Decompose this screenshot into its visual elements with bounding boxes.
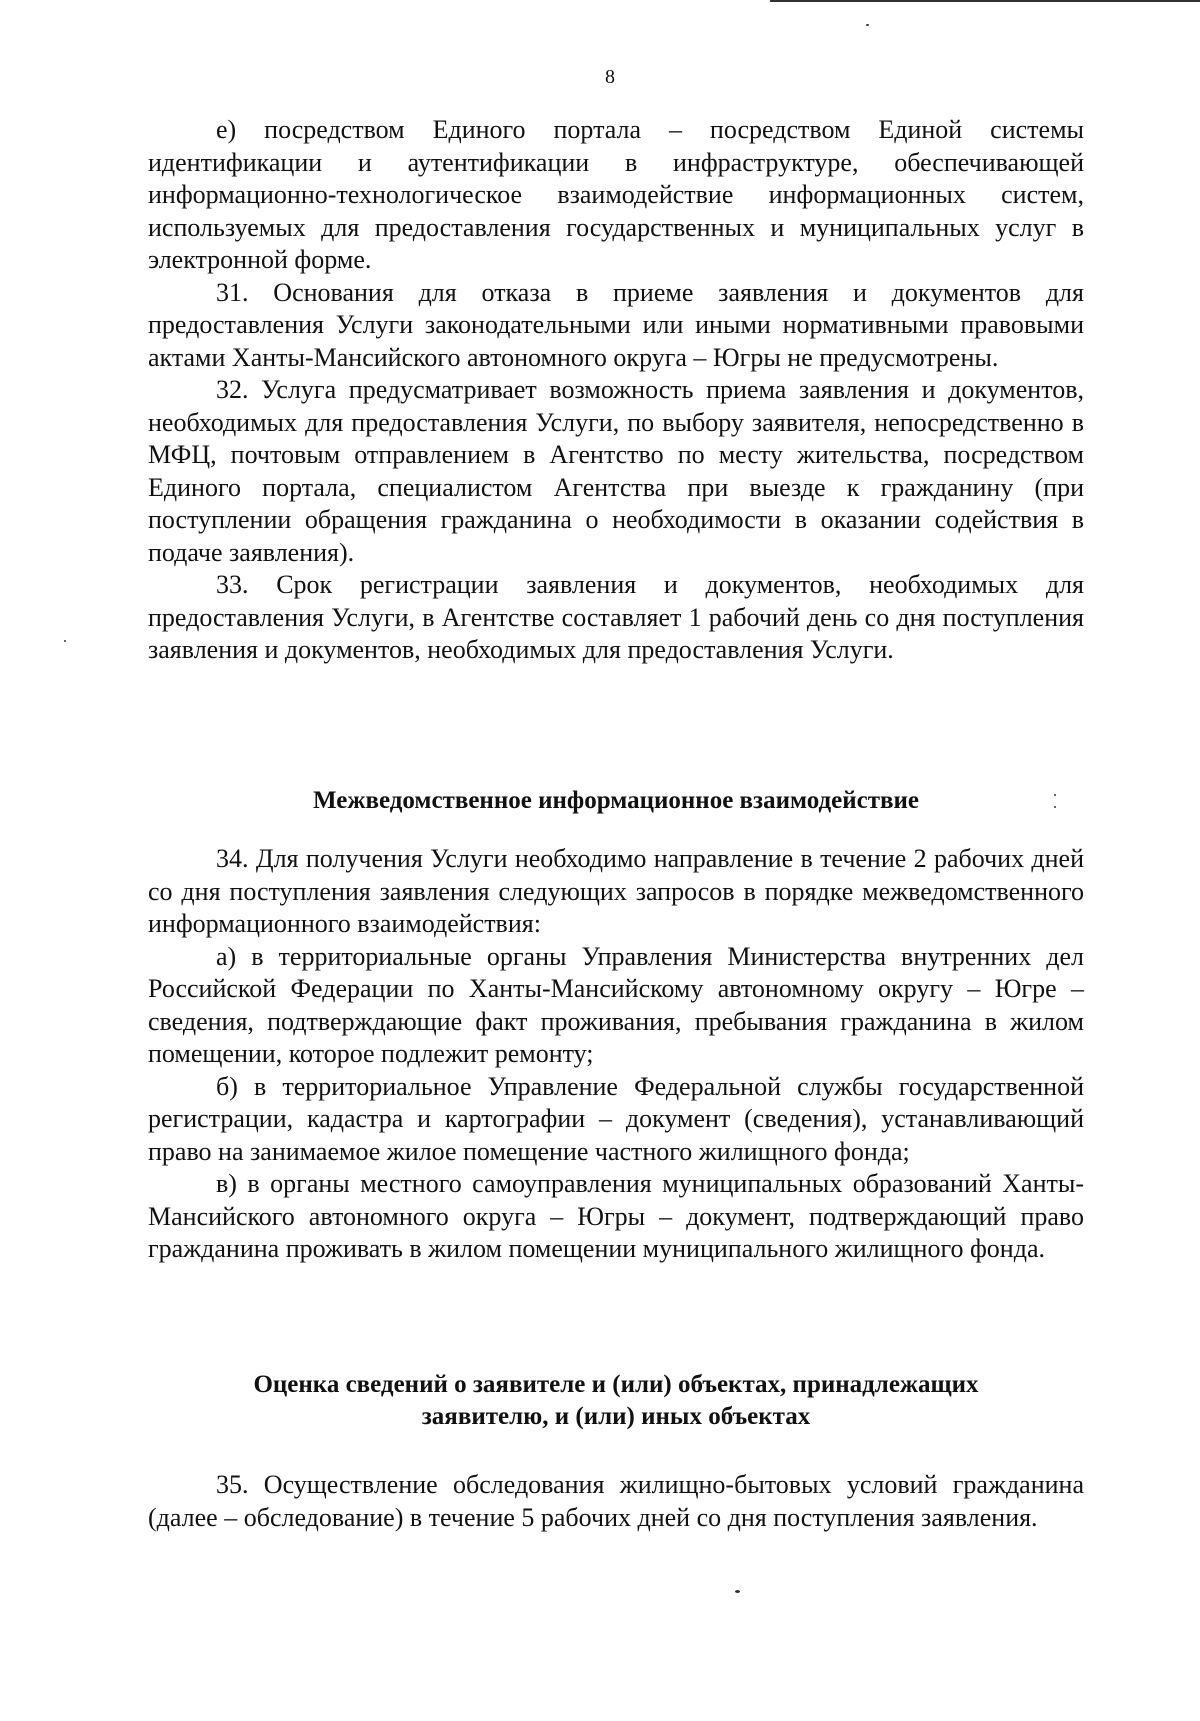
section-heading-assessment-line1: Оценка сведений о заявителе и (или) объектах, принадлежащих	[253, 1371, 979, 1398]
paragraph-32: 32. Услуга предусматривает возможность приема заявления и документов, необходимых для предоставления Услуги, по выбору заявителя, непосредственно в МФЦ, почтовым отправлением в Агентство по месту жительства, посредством Единого портала, специалистом Агентства при выезде к гражданину (при поступлении обращения гражданина о необходимости в оказании содействия в подаче заявления).	[148, 375, 1084, 567]
paragraph-34: 34. Для получения Услуги необходимо направление в течение 2 рабочих дней со дня поступления заявления следующих запросов в порядке межведомственного информационного взаимодействия:	[148, 844, 1084, 938]
section-interagency-paragraphs	[148, 843, 1084, 1266]
section-heading-interagency: Межведомственное информационное взаимодействие	[313, 787, 919, 814]
page-number: 8	[605, 66, 615, 88]
scan-speck	[64, 640, 66, 642]
paragraph-31: 31. Основания для отказа в приеме заявления и документов для предоставления Услуги законодательными или иными нормативными правовыми актами Ханты-Мансийского автономного округа – Югры не предусмотрены.	[148, 277, 1084, 372]
section-heading-assessment-line2: заявителю, и (или) иных объектах	[421, 1403, 811, 1430]
scan-speck	[1054, 794, 1056, 796]
section-heading-assessment	[148, 1369, 1084, 1433]
top-edge-rule	[770, 0, 1200, 2]
paragraph-33: 33. Срок регистрации заявления и документов, необходимых для предоставления Услуги, в Агентстве составляет 1 рабочий день со дня поступления заявления и документов, необходимых для предоставления Услуги.	[148, 570, 1084, 664]
section-assessment-paragraphs	[148, 1469, 1084, 1534]
scan-speck	[866, 24, 869, 26]
scan-speck	[1054, 806, 1056, 808]
scan-speck	[735, 1590, 740, 1593]
paragraph-34-item-a: а) в территориальные органы Управления Министерства внутренних дел Российской Федерации по Ханты-Мансийскому автономному округу – Югре – сведения, подтверждающие факт проживания, пребывания гражданина в жилом помещении, которое подлежит ремонту;	[148, 941, 1084, 1068]
paragraph-34-item-v: в) в органы местного самоуправления муниципальных образований Ханты-Мансийского автономного округа – Югры – документ, подтверждающий право гражданина проживать в жилом помещении муниципального жилищного фонда.	[148, 1169, 1084, 1263]
section-intro-paragraphs	[148, 114, 1084, 667]
paragraph-34-item-b: б) в территориальное Управление Федеральной службы государственной регистрации, кадастра и картографии – документ (сведения), устанавливающий право на занимаемое жилое помещение частного жилищного фонда;	[148, 1071, 1084, 1166]
paragraph-35: 35. Осуществление обследования жилищно-бытовых условий гражданина (далее – обследование) в течение 5 рабочих дней со дня поступления заявления.	[148, 1470, 1084, 1532]
paragraph-item-e: е) посредством Единого портала – посредством Единой системы идентификации и аутентификации в инфраструктуре, обеспечивающей информационно-технологическое взаимодействие информационных систем, используемых для предоставления государственных и муниципальных услуг в электронной форме.	[148, 115, 1084, 274]
